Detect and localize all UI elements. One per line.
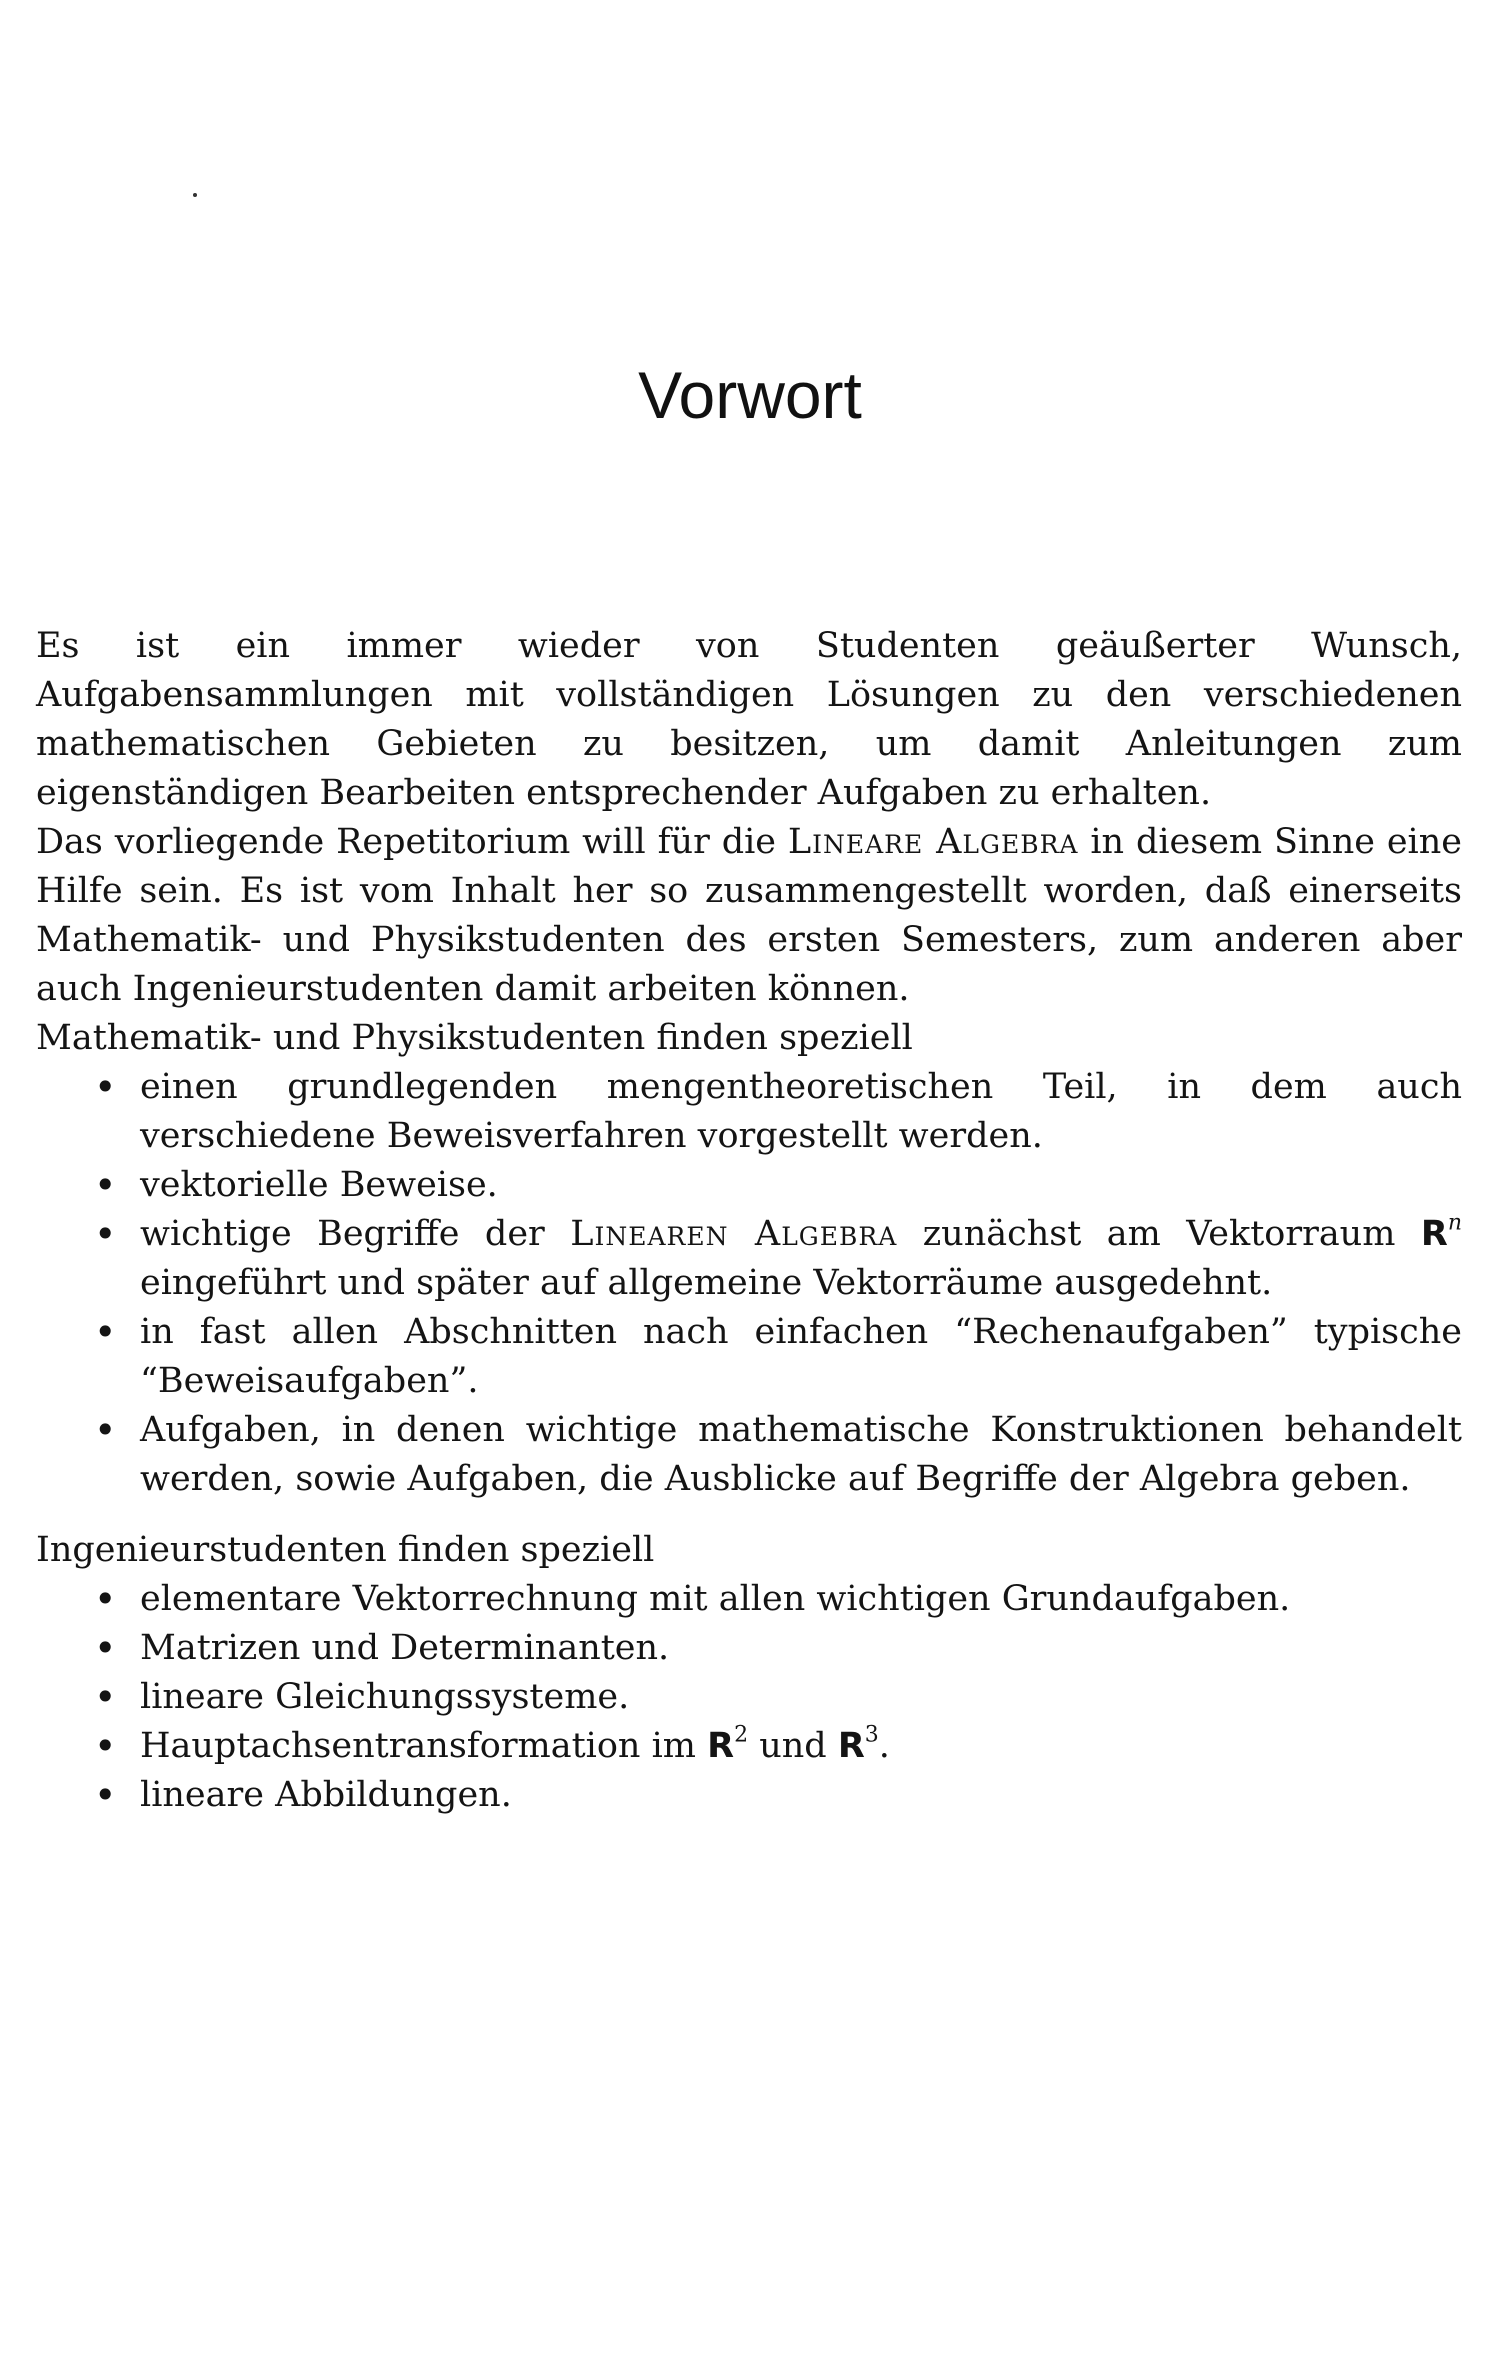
list-item bbox=[36, 1210, 1462, 1308]
list-item-text: vektorielle Beweise. bbox=[140, 1165, 498, 1205]
linear-algebra-term: Lineare Algebra bbox=[787, 822, 1079, 862]
real-numbers-symbol: R bbox=[1420, 1214, 1448, 1254]
list-item bbox=[36, 1771, 1462, 1820]
list-item-text: Aufgaben, in denen wichtige mathematische Konstruktionen behandelt werden, sowie Aufgaben, die Ausblicke auf Begriffe der Algebra geben. bbox=[140, 1410, 1462, 1499]
list-item bbox=[36, 1161, 1462, 1210]
list-item bbox=[36, 1722, 1462, 1771]
list-item-text: in fast allen Abschnitten nach einfachen “Rechenaufgaben” typische “Beweisaufgaben”. bbox=[140, 1312, 1462, 1401]
list-item-text: elementare Vektorrechnung mit allen wichtigen Grundaufgaben. bbox=[140, 1579, 1291, 1619]
exponent-2: 2 bbox=[734, 1722, 749, 1748]
math-students-lead: Mathematik- und Physikstudenten finden speziell bbox=[36, 1018, 913, 1058]
repetitorium-text-before: Das vorliegende Repetitorium will für die bbox=[36, 822, 788, 862]
math-students-list bbox=[36, 1063, 1462, 1504]
list-item bbox=[36, 1624, 1462, 1673]
page-title: Vorwort bbox=[638, 358, 862, 433]
list-item-text: lineare Abbildungen. bbox=[140, 1775, 512, 1815]
engineering-students-list bbox=[36, 1575, 1462, 1820]
list-item-text: Matrizen und Determinanten. bbox=[140, 1628, 670, 1668]
list-item-text-after: eingeführt und später auf allgemeine Vektorräume ausgedehnt. bbox=[140, 1263, 1273, 1303]
intro-paragraph: Es ist ein immer wieder von Studenten geäußerter Wunsch, Aufgabensammlungen mit vollständigen Lösungen zu den verschiedenen mathematischen Gebieten zu besitzen, um damit Anleitungen zum eigenständigen Bearbeiten entsprechender Aufgaben zu erhalten. bbox=[36, 626, 1462, 813]
real-numbers-symbol: R bbox=[837, 1726, 865, 1766]
repetitorium-paragraph bbox=[36, 818, 1462, 1014]
list-item bbox=[36, 1673, 1462, 1722]
list-item-text-before: Hauptachsentransformation im bbox=[140, 1726, 708, 1766]
real-numbers-symbol: R bbox=[707, 1726, 735, 1766]
list-item bbox=[36, 1406, 1462, 1504]
list-item-text-mid: zunächst am Vektorraum bbox=[897, 1214, 1421, 1254]
exponent-n: n bbox=[1447, 1210, 1462, 1236]
linear-algebra-term: Linearen Algebra bbox=[570, 1214, 898, 1254]
list-item-text: einen grundlegenden mengentheoretischen Teil, in dem auch verschiedene Beweisverfahren vorgestellt werden. bbox=[140, 1067, 1462, 1156]
list-item-text-after: . bbox=[878, 1726, 890, 1766]
list-item-text-mid: und bbox=[748, 1726, 838, 1766]
list-item-text-before: wichtige Begriffe der bbox=[140, 1214, 571, 1254]
exponent-3: 3 bbox=[864, 1722, 879, 1748]
list-item bbox=[36, 1063, 1462, 1161]
stray-dot-mark bbox=[193, 193, 197, 197]
preface-body bbox=[36, 622, 1462, 1820]
list-item-text: lineare Gleichungssysteme. bbox=[140, 1677, 630, 1717]
list-item bbox=[36, 1308, 1462, 1406]
list-item bbox=[36, 1575, 1462, 1624]
engineering-students-lead: Ingenieurstudenten finden speziell bbox=[36, 1530, 655, 1570]
repetitorium-text-after: in diesem Sinne eine Hilfe sein. Es ist vom Inhalt her so zusammengestellt worden, daß einerseits Mathematik- und Physikstudenten des ersten Semesters, zum anderen aber auch Ingenieurstudenten damit arbeiten können. bbox=[36, 822, 1462, 1009]
